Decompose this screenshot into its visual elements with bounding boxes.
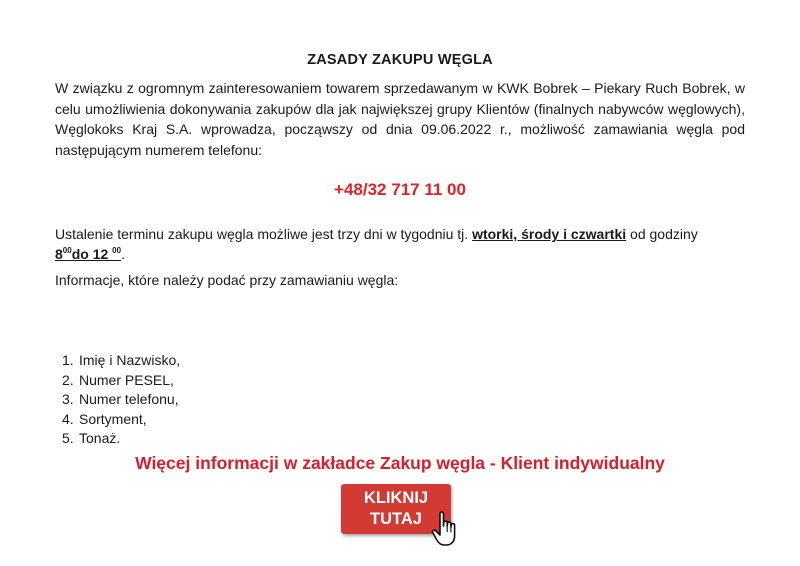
- list-item-label: Sortyment,: [79, 410, 147, 427]
- list-item: [62, 429, 180, 449]
- intro-paragraph: W związku z ogromnym zainteresowaniem towarem sprzedawanym w KWK Bobrek – Piekary Ruch Bobrek, w celu umożliwienia dokonywania zakupów dla jak największej grupy Klientów (finalnych nabywców węglowych), Węglokoks Kraj S.A. wprowadza, począwszy od dnia 09.06.2022 r., możliwość zamawiania węgla pod następującym numerem telefonu:: [55, 80, 745, 158]
- hour-separator: do 12: [71, 246, 109, 262]
- schedule-text-before: Ustalenie terminu zakupu węgla możliwe jest trzy dni w tygodniu tj.: [55, 226, 473, 242]
- info-label: Informacje, które należy podać przy zamawianiu węgla:: [55, 272, 399, 288]
- list-item-number: 4.: [62, 410, 74, 427]
- list-item: [62, 351, 180, 371]
- list-item: [62, 390, 180, 410]
- required-fields-list: [62, 351, 180, 449]
- list-item: [62, 410, 180, 430]
- hour-from: 8: [55, 246, 63, 262]
- schedule-text-after: od godziny: [626, 226, 698, 242]
- list-item-number: 5.: [62, 430, 74, 446]
- click-here-label-line2: TUTAJ: [370, 510, 422, 528]
- list-item-label: Tonaż.: [79, 430, 121, 446]
- schedule-days: wtorki, środy i czwartki: [472, 226, 627, 242]
- page-title: ZASADY ZAKUPU WĘGLA: [307, 52, 493, 68]
- click-here-label-line1: KLIKNIJ: [363, 489, 429, 507]
- pointing-hand-icon: [431, 510, 465, 548]
- hour-from-minutes: 00: [62, 246, 72, 255]
- list-item-label: Numer telefonu,: [79, 391, 179, 407]
- schedule-hours: [55, 246, 121, 262]
- list-item-label: Numer PESEL,: [79, 371, 174, 388]
- list-item-number: 2.: [62, 371, 74, 388]
- phone-number: +48/32 717 11 00: [334, 180, 466, 199]
- list-item: [62, 371, 180, 391]
- list-item-number: 3.: [62, 391, 74, 407]
- hour-to-minutes: 00: [112, 246, 122, 255]
- list-item-number: 1.: [62, 352, 74, 368]
- list-item-label: Imię i Nazwisko,: [79, 352, 181, 368]
- schedule-end: .: [121, 246, 125, 262]
- more-info-link[interactable]: Więcej informacji w zakładce Zakup węgla - Klient indywidualny: [135, 453, 665, 473]
- schedule-paragraph: [55, 224, 755, 264]
